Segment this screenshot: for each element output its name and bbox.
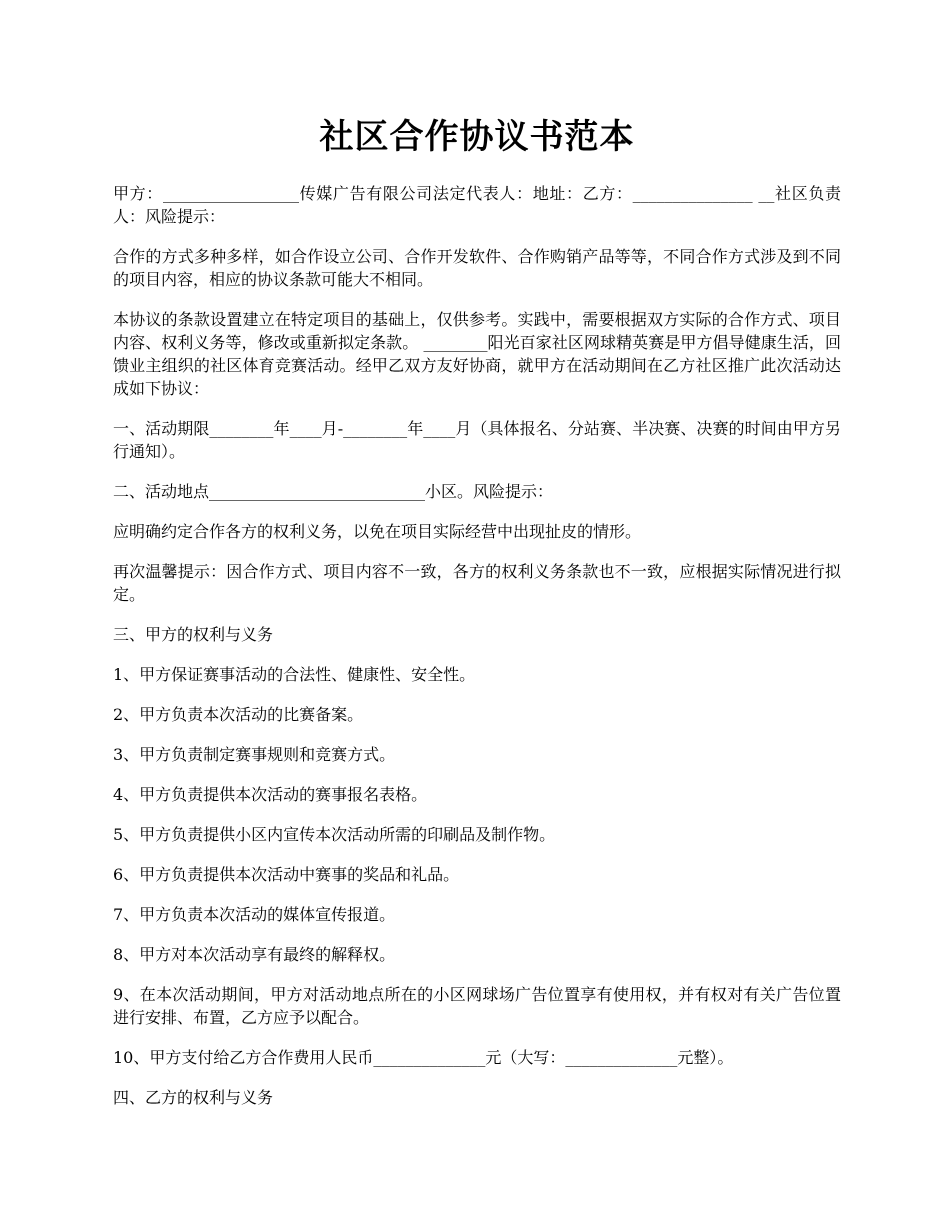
agreement-intro-paragraph: 本协议的条款设置建立在特定项目的基础上，仅供参考。实践中，需要根据双方实际的合作方式、项目内容、权利义务等，修改或重新拟定条款。 ________阳光百家社区网球精英赛是甲方倡导健康生活，回馈业主组织的社区体育竞赛活动。经甲乙双方友好协商，就甲方在活动期间在乙方社区推广此次活动达成如下协议： [113, 310, 841, 398]
reminder-paragraph: 再次温馨提示：因合作方式、项目内容不一致，各方的权利义务条款也不一致，应根据实际情况进行拟定。 [113, 562, 841, 604]
clause-item: 10、甲方支付给乙方合作费用人民币______________元（大写：______________元整）。 [113, 1048, 734, 1067]
clause-item: 3、甲方负责制定赛事规则和竞赛方式。 [113, 745, 396, 764]
activity-location-paragraph: 二、活动地点___________________________小区。风险提示： [113, 482, 554, 501]
activity-period-paragraph: 一、活动期限________年____月-________年____月（具体报名、分站赛、半决赛、决赛的时间由甲方另行通知）。 [113, 419, 841, 461]
clause-item: 4、甲方负责提供本次活动的赛事报名表格。 [113, 785, 428, 804]
clause-item: 7、甲方负责本次活动的媒体宣传报道。 [113, 905, 396, 924]
clause-item: 6、甲方负责提供本次活动中赛事的奖品和礼品。 [113, 865, 460, 884]
cooperation-method-paragraph: 合作的方式多种多样，如合作设立公司、合作开发软件、合作购销产品等等，不同合作方式涉及到不同的项目内容，相应的协议条款可能大不相同。 [113, 247, 841, 289]
section-heading-party-b: 四、乙方的权利与义务 [113, 1088, 274, 1107]
section-heading-party-a: 三、甲方的权利与义务 [113, 625, 274, 644]
clause-item: 1、甲方保证赛事活动的合法性、健康性、安全性。 [113, 665, 476, 684]
clause-item: 9、在本次活动期间，甲方对活动地点所在的小区网球场广告位置享有使用权，并有权对有关广告位置进行安排、布置，乙方应予以配合。 [113, 985, 841, 1027]
party-info-paragraph: 甲方：_________________传媒广告有限公司法定代表人：地址：乙方：_______________ __社区负责人：风险提示： [113, 184, 841, 226]
document-page [113, 112, 841, 1126]
clause-item: 5、甲方负责提供小区内宣传本次活动所需的印刷品及制作物。 [113, 825, 556, 844]
clause-item: 8、甲方对本次活动享有最终的解释权。 [113, 945, 396, 964]
clause-item: 2、甲方负责本次活动的比赛备案。 [113, 705, 364, 724]
risk-note-paragraph: 应明确约定合作各方的权利义务，以免在项目实际经营中出现扯皮的情形。 [113, 522, 642, 541]
document-title: 社区合作协议书范本 [319, 117, 635, 157]
